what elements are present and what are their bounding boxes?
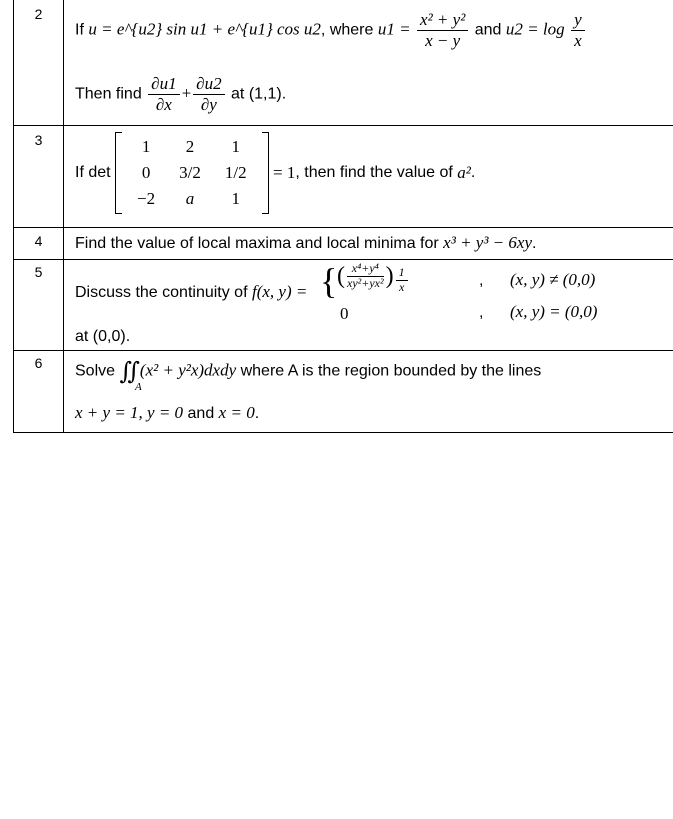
matrix-row: [125, 160, 259, 186]
matrix-cell: −2: [137, 189, 156, 208]
question-line-1: [75, 10, 587, 50]
question-body: [65, 126, 673, 227]
matrix-cell: 1/2: [224, 163, 247, 182]
partial-u1-x: [148, 74, 179, 114]
question-number: 3: [14, 126, 64, 227]
u1-label: u1 =: [377, 19, 411, 39]
case-1-exponent: [396, 266, 408, 295]
case-2-condition: (x, y) = (0,0): [510, 302, 598, 321]
matrix-row: [125, 134, 259, 160]
question-row-4: [13, 228, 673, 260]
matrix-cell: 3/2: [179, 163, 201, 182]
case-2-value: 0: [340, 304, 349, 323]
question-line-2: [75, 74, 286, 114]
period: .: [470, 164, 476, 181]
question-number: 2: [14, 0, 64, 125]
u2-numerator: y: [571, 10, 585, 31]
question-row-2: [13, 0, 673, 126]
question-line-1: [75, 233, 536, 253]
question-line-1: [75, 132, 475, 214]
integral-region: A: [135, 381, 142, 393]
function-label: f(x, y) =: [251, 282, 308, 301]
piecewise-brace: {: [320, 261, 338, 301]
function-expression: x³ + y³ − 6xy: [443, 233, 532, 252]
u1-numerator: x² + y²: [417, 10, 468, 31]
line-equations: x + y = 1, y = 0: [75, 403, 184, 422]
text-and: and: [474, 21, 502, 39]
text-solve: Solve: [75, 362, 116, 380]
text-and: and: [187, 405, 215, 422]
text-if: If: [75, 21, 84, 39]
line-equation: x = 0: [218, 403, 255, 422]
question-body: [65, 260, 673, 350]
u2-expression: u2 = log: [505, 19, 565, 39]
partial-numerator: ∂u2: [193, 74, 224, 95]
text-then-find: Then find: [75, 85, 142, 103]
period: .: [532, 235, 537, 252]
question-body: [65, 351, 673, 432]
question-text: Discuss the continuity of: [75, 284, 248, 301]
question-line-1: [75, 282, 307, 302]
text-where: , where: [320, 21, 374, 39]
matrix-cell: 1: [231, 189, 240, 208]
plus-sign: +: [181, 83, 192, 103]
question-text: where A is the region bounded by the lines: [240, 362, 542, 380]
question-body: [65, 228, 673, 259]
exponent-numerator: 1: [396, 266, 408, 281]
u1-denominator: x − y: [425, 30, 461, 50]
period: .: [254, 405, 260, 422]
question-line-1: [75, 357, 541, 386]
matrix-cell: 0: [141, 163, 151, 182]
exponent-denominator: x: [398, 279, 405, 294]
piecewise-case-1: ( $\frac{\text{x⁴+y⁴}}{\text{xy²+yx²}}$ ) $\frac{1}{x}$: [337, 262, 410, 295]
question-text: Find the value of local maxima and local minima for: [75, 235, 439, 252]
double-integral-sign: ∬: [119, 359, 140, 385]
case-1-numerator: x⁴+y⁴: [347, 262, 384, 277]
case-1-condition: (x, y) ≠ (0,0): [510, 270, 596, 289]
question-body: [65, 0, 673, 125]
question-suffix: at (0,0).: [75, 328, 131, 345]
u-expression: u = e^{u2} sin u1 + e^{u1} cos u2: [88, 19, 321, 39]
text-at-point: at (1,1).: [231, 85, 287, 103]
matrix-row: [125, 186, 259, 212]
question-row-5: [13, 260, 673, 351]
questions-table: [13, 0, 673, 433]
question-row-6: [13, 351, 673, 433]
question-row-3: [13, 126, 673, 228]
case-2-comma: ,: [479, 304, 484, 321]
text-find-value: , then find the value of: [295, 164, 453, 181]
question-number: 4: [14, 228, 64, 259]
partial-denominator: ∂x: [155, 94, 172, 114]
integrand: (x² + y²x)dxdy: [139, 360, 237, 380]
matrix-cell: 1: [231, 137, 240, 156]
u1-fraction: [417, 10, 468, 50]
partial-denominator: ∂y: [200, 94, 217, 114]
matrix-cell: 1: [141, 137, 151, 156]
matrix-cell: a: [185, 189, 195, 208]
matrix-cell: 2: [185, 137, 195, 156]
text-if-det: If det: [75, 164, 111, 181]
target-expression: a²: [457, 163, 471, 182]
partial-numerator: ∂u1: [148, 74, 179, 95]
u2-fraction: [571, 10, 585, 50]
question-number: 6: [14, 351, 64, 432]
question-number: 5: [14, 260, 64, 350]
case-1-comma: ,: [479, 272, 484, 289]
case-1-fraction: [347, 262, 384, 291]
case-1-denominator: xy²+yx²: [347, 275, 384, 290]
determinant-matrix: [115, 132, 269, 214]
u2-denominator: x: [574, 30, 582, 50]
question-line-2: [75, 403, 259, 423]
partial-u2-y: [193, 74, 224, 114]
equals-one: = 1: [273, 163, 296, 182]
